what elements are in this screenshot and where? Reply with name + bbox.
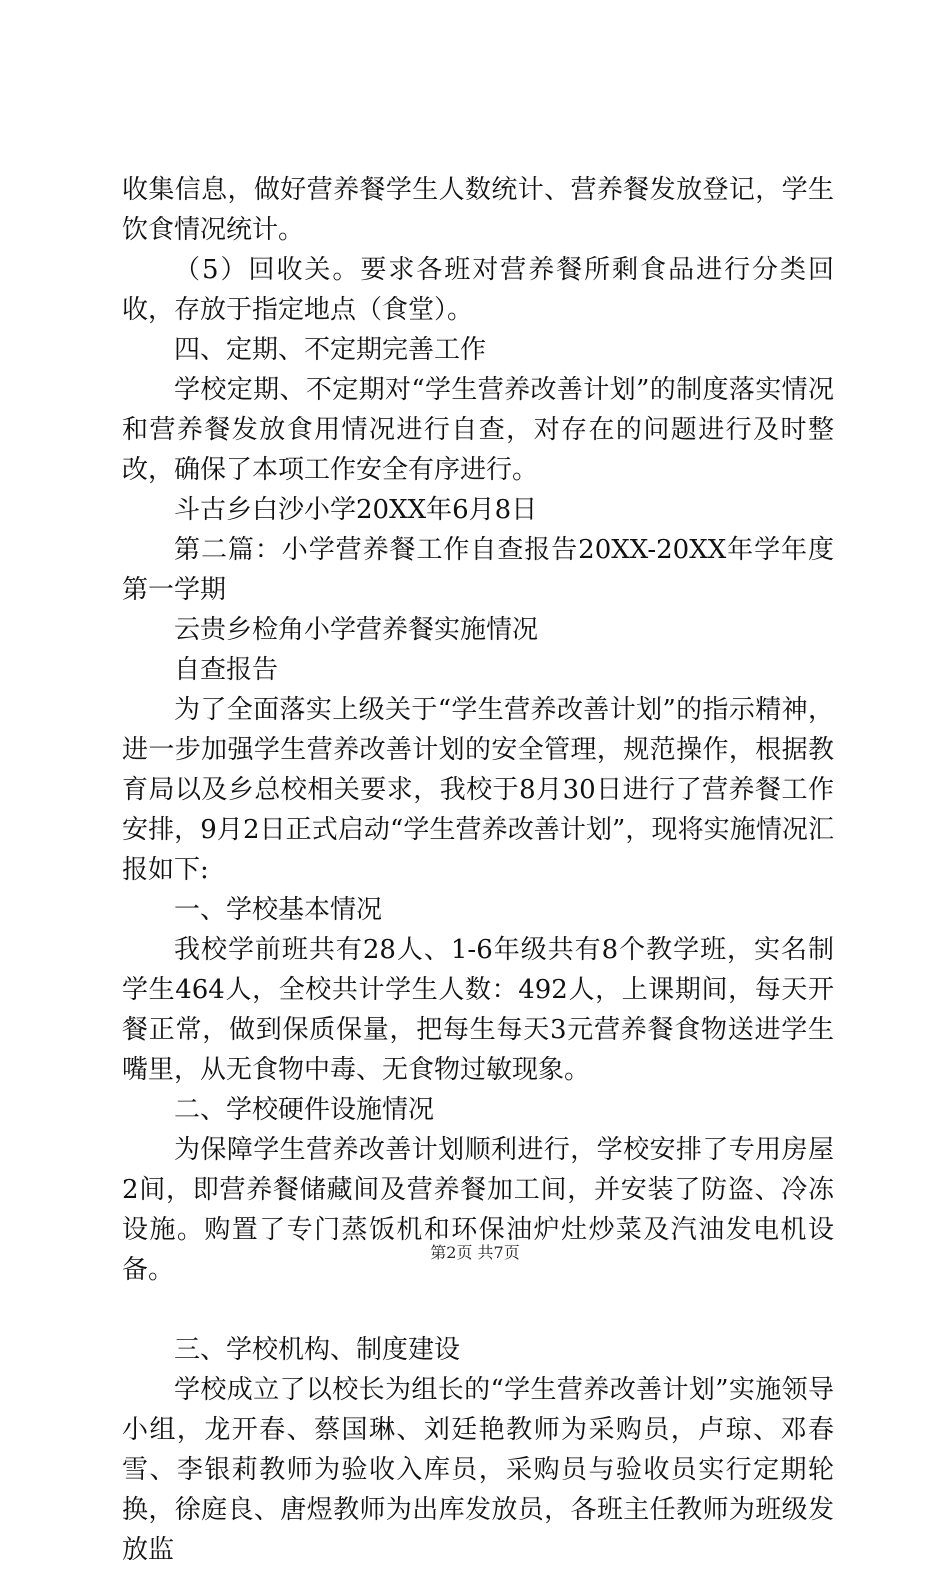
- paragraph: 学校定期、不定期对“学生营养改善计划”的制度落实情况和营养餐发放食用情况进行自查，对存在的问题进行及时整改，确保了本项工作安全有序进行。: [122, 375, 834, 485]
- paragraph: （5）回收关。要求各班对营养餐所剩食品进行分类回收，存放于指定地点（食堂）。: [122, 255, 834, 325]
- paragraph: 三、学校机构、制度建设: [174, 1335, 461, 1365]
- paragraph: 云贵乡检角小学营养餐实施情况: [174, 615, 539, 645]
- paragraph: 一、学校基本情况: [174, 895, 383, 925]
- paragraph: 四、定期、不定期完善工作: [174, 335, 487, 365]
- paragraph: 第二篇：小学营养餐工作自查报告20XX-20XX年学年度第一学期: [122, 535, 834, 605]
- blank-line: [122, 1290, 834, 1330]
- paragraph: 收集信息，做好营养餐学生人数统计、营养餐发放登记，学生饮食情况统计。: [122, 175, 834, 245]
- paragraph: 为了全面落实上级关于“学生营养改善计划”的指示精神，进一步加强学生营养改善计划的安全管理，规范操作，根据教育局以及乡总校相关要求，我校于8月30日进行了营养餐工作安排，9月2日正式启动“学生营养改善计划”，现将实施情况汇报如下:: [122, 695, 834, 885]
- paragraph: 学校成立了以校长为组长的“学生营养改善计划”实施领导小组，龙开春、蔡国琳、刘廷艳教师为采购员，卢琼、邓春雪、李银莉教师为验收入库员，采购员与验收员实行定期轮换，徐庭良、唐煜教师为出库发放员，各班主任教师为班级发放监: [122, 1375, 834, 1565]
- paragraph: 我校学前班共有28人、1-6年级共有8个教学班，实名制学生464人，全校共计学生人数：492人，上课期间，每天开餐正常，做到保质保量，把每生每天3元营养餐食物送进学生嘴里，从无食物中毒、无食物过敏现象。: [122, 935, 834, 1085]
- paragraph: 斗古乡白沙小学20XX年6月8日: [174, 495, 538, 525]
- document-body: [122, 170, 834, 1570]
- paragraph: 二、学校硬件设施情况: [174, 1095, 435, 1125]
- paragraph: 自查报告: [174, 655, 279, 685]
- paragraph: 为保障学生营养改善计划顺利进行，学校安排了专用房屋2间，即营养餐储藏间及营养餐加工间，并安装了防盗、冷冻设施。购置了专门蒸饭机和环保油炉灶炒菜及汽油发电机设备。: [122, 1135, 834, 1285]
- page-footer: 第2页 共7页: [430, 1243, 520, 1262]
